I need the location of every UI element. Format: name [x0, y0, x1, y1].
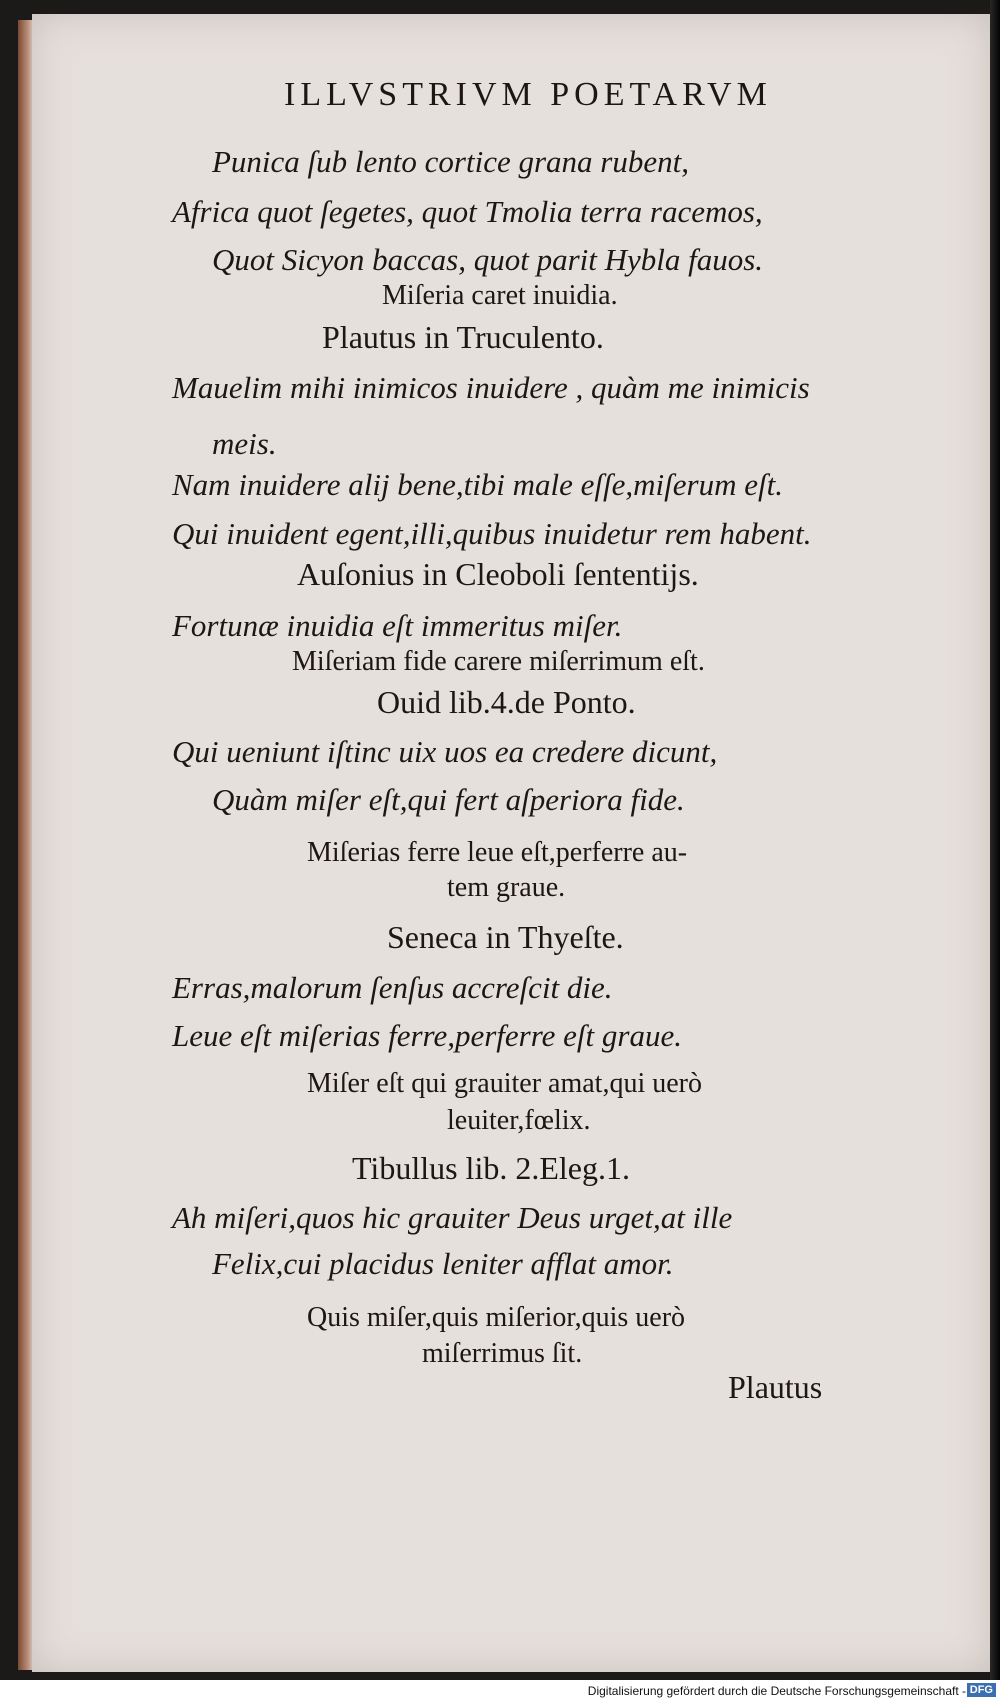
footer-credit: Digitalisierung gefördert durch die Deutsche Forschungsgemeinschaft -	[587, 1684, 966, 1698]
quote-line-4: Qui inuident egent,illi,quibus inuidetur rem habent.	[172, 516, 812, 551]
heading-miseriam-fide: Miſeriam fide carere miſerrimum eſt.	[292, 646, 705, 677]
heading-miseria-caret: Miſeria caret inuidia.	[382, 280, 618, 311]
verse-line-1: Punica ſub lento cortice grana rubent,	[212, 144, 689, 179]
heading-miser-est-1: Miſer eſt qui grauiter amat,qui uerò	[307, 1068, 702, 1099]
dfg-logo: DFG	[967, 1683, 996, 1697]
verse-line-5: Quàm miſer eſt,qui fert aſperiora fide.	[212, 782, 685, 817]
verse-line-3: Quot Sicyon baccas, quot parit Hybla fauos.	[212, 242, 764, 277]
verse-line-7: Felix,cui placidus leniter afflat amor.	[212, 1246, 674, 1281]
running-header: ILLVSTRIVM POETARVM	[284, 76, 772, 113]
quote-line-1: Mauelim mihi inimicos inuidere , quàm me inimicis	[172, 370, 810, 405]
source-ausonius: Auſonius in Cleoboli ſententijs.	[297, 556, 699, 592]
verse-line-2: Africa quot ſegetes, quot Tmolia terra racemos,	[172, 194, 763, 229]
verse-line-6: Ah miſeri,quos hic grauiter Deus urget,at ille	[172, 1200, 733, 1235]
digitization-footer	[0, 1680, 1000, 1703]
book-page	[32, 14, 990, 1672]
heading-quis-miser-2: miſerrimus ſit.	[422, 1338, 583, 1369]
source-seneca-thyeste: Seneca in Thyeſte.	[387, 919, 624, 955]
quote-line-5: Fortunæ inuidia eſt immeritus miſer.	[172, 608, 623, 643]
source-ouid-ponto: Ouid lib.4.de Ponto.	[377, 684, 636, 720]
catchword: Plautus	[728, 1369, 823, 1405]
source-tibullus: Tibullus lib. 2.Eleg.1.	[352, 1150, 630, 1186]
quote-line-7: Leue eſt miſerias ferre,perferre eſt graue.	[172, 1018, 682, 1053]
verse-line-4: Qui ueniunt iſtinc uix uos ea credere dicunt,	[172, 734, 718, 769]
heading-miser-est-2: leuiter,fœlix.	[447, 1105, 591, 1136]
heading-miserias-ferre-1: Miſerias ferre leue eſt,perferre au-	[307, 837, 688, 868]
book-spine-shadow	[990, 0, 1000, 1680]
source-plautus-truculento: Plautus in Truculento.	[322, 319, 604, 355]
heading-miserias-ferre-2: tem graue.	[447, 872, 566, 903]
quote-line-3: Nam inuidere alij bene,tibi male eſſe,miſerum eſt.	[172, 467, 783, 502]
heading-quis-miser-1: Quis miſer,quis miſerior,quis uerò	[307, 1302, 686, 1333]
quote-line-6: Erras,malorum ſenſus accreſcit die.	[172, 970, 613, 1005]
quote-line-2: meis.	[212, 426, 277, 461]
